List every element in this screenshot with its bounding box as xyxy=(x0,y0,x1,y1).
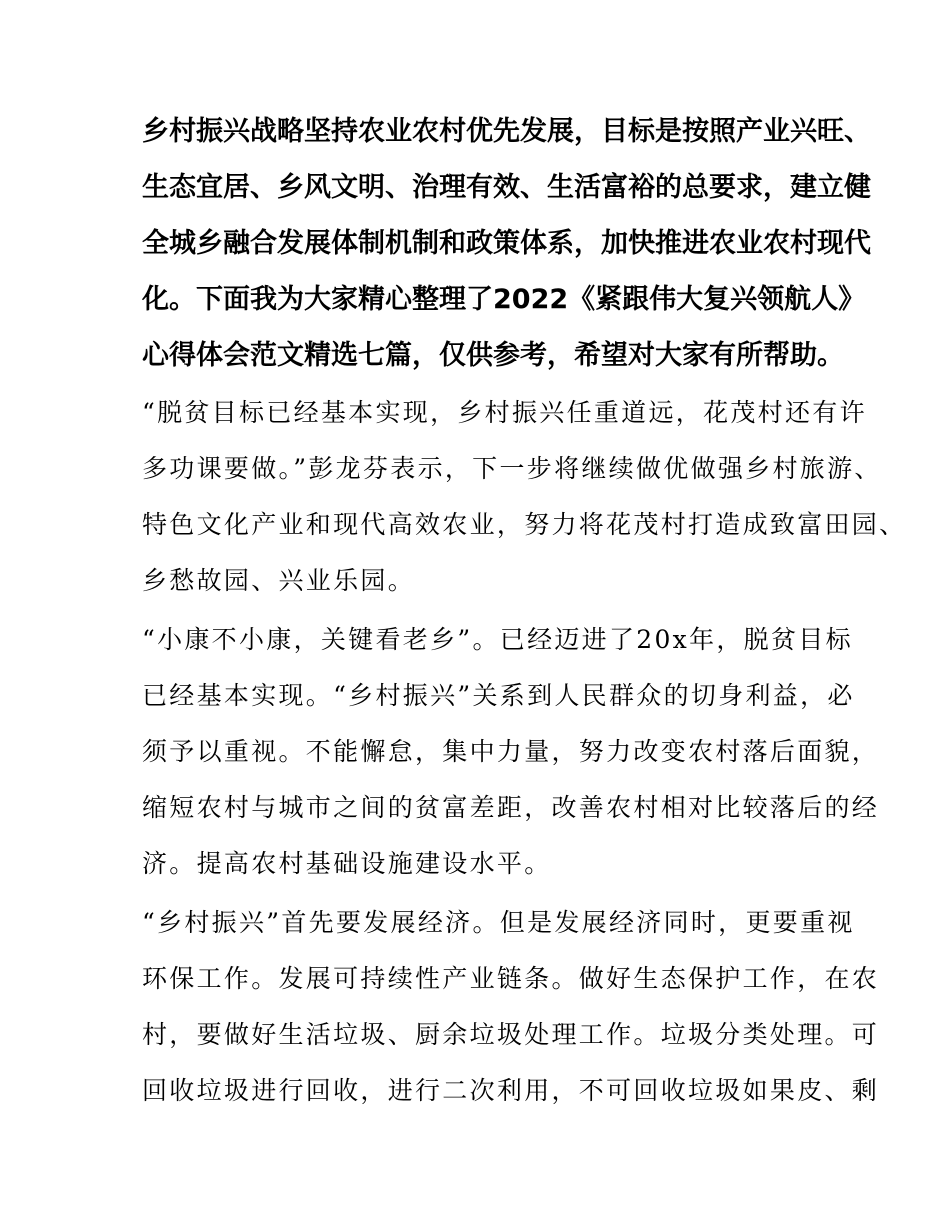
intro-line: 全城乡融合发展体制机制和政策体系，加快推进农业农村现代 xyxy=(142,228,871,259)
intro-line: 化。下面我为大家精心整理了2022《紧跟伟大复兴领航人》 xyxy=(142,284,866,315)
body-line: “小康不小康，关键看老乡”。已经迈进了20x年，脱贫目标 xyxy=(142,625,853,654)
intro-line: 心得体会范文精选七篇，仅供参考，希望对大家有所帮助。 xyxy=(142,340,844,371)
body-line: 济。提高农村基础设施建设水平。 xyxy=(142,849,552,878)
body-line: 已经基本实现。“乡村振兴”关系到人民群众的切身利益，必 xyxy=(142,681,855,710)
body-line: 须予以重视。不能懈怠，集中力量，努力改变农村落后面貌， xyxy=(142,737,880,766)
intro-line: 乡村振兴战略坚持农业农村优先发展，目标是按照产业兴旺、 xyxy=(142,116,871,147)
body-line: 村，要做好生活垃圾、厨余垃圾处理工作。垃圾分类处理。可 xyxy=(142,1020,880,1049)
body-line: “脱贫目标已经基本实现，乡村振兴任重道远，花茂村还有许 xyxy=(142,398,867,427)
body-line: 环保工作。发展可持续性产业链条。做好生态保护工作，在农 xyxy=(142,964,880,993)
intro-line: 生态宜居、乡风文明、治理有效、生活富裕的总要求，建立健 xyxy=(142,172,871,203)
body-line: 特色文化产业和现代高效农业，努力将花茂村打造成致富田园、 xyxy=(142,510,907,539)
body-line: 缩短农村与城市之间的贫富差距，改善农村相对比较落后的经 xyxy=(142,793,880,822)
body-line: “乡村振兴”首先要发展经济。但是发展经济同时，更要重视 xyxy=(142,908,855,937)
body-line: 回收垃圾进行回收，进行二次利用，不可回收垃圾如果皮、剩 xyxy=(142,1076,880,1105)
body-line: 乡愁故园、兴业乐园。 xyxy=(142,566,416,595)
body-line: 多功课要做。”彭龙芬表示，下一步将继续做优做强乡村旅游、 xyxy=(142,454,882,483)
